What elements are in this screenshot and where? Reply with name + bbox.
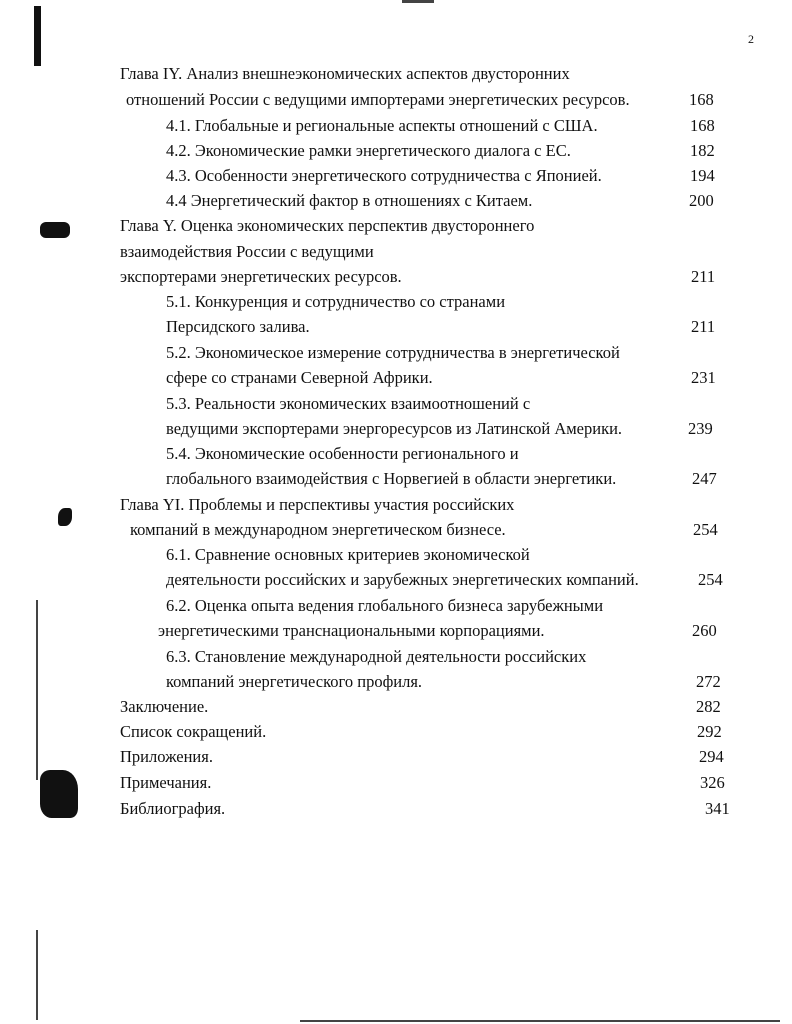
scan-blot — [40, 222, 70, 238]
toc-line-19: 6.1. Сравнение основных критериев экономической — [166, 545, 530, 564]
toc-line-5: 4.4 Энергетический фактор в отношениях с Китаем. — [166, 191, 533, 210]
scan-edge-line — [36, 930, 38, 1020]
toc-page-4: 194 — [690, 166, 715, 185]
toc-line-28: Примечания. — [120, 773, 212, 792]
scan-blot — [40, 770, 78, 818]
toc-line-18: компаний в международном энергетическом бизнесе. — [130, 520, 506, 539]
toc-line-11: 5.2. Экономическое измерение сотрудничества в энергетической — [166, 343, 620, 362]
toc-line-16: глобального взаимодействия с Норвегией в области энергетики. — [166, 469, 617, 488]
scan-blot — [58, 508, 72, 526]
scan-edge-line — [36, 600, 38, 780]
toc-page-27: 294 — [699, 747, 724, 766]
toc-line-0: Глава IY. Анализ внешнеэкономических аспектов двусторонних — [120, 64, 570, 83]
scan-top-mark — [402, 0, 434, 3]
page-number: 2 — [748, 32, 754, 46]
toc-line-20: деятельности российских и зарубежных энергетических компаний. — [166, 570, 639, 589]
scan-bottom-line — [300, 1020, 780, 1022]
toc-line-10: Персидского залива. — [166, 317, 310, 336]
toc-line-17: Глава YI. Проблемы и перспективы участия российских — [120, 495, 515, 514]
toc-page-20: 254 — [698, 570, 723, 589]
toc-line-27: Приложения. — [120, 747, 213, 766]
toc-line-13: 5.3. Реальности экономических взаимоотношений с — [166, 394, 531, 413]
toc-line-12: сфере со странами Северной Африки. — [166, 368, 433, 387]
toc-line-2: 4.1. Глобальные и региональные аспекты отношений с США. — [166, 116, 598, 135]
toc-page-14: 239 — [688, 419, 713, 438]
toc-line-15: 5.4. Экономические особенности регионального и — [166, 444, 519, 463]
toc-line-24: компаний энергетического профиля. — [166, 672, 423, 691]
toc-line-8: экспортерами энергетических ресурсов. — [120, 267, 402, 286]
toc-line-22: энергетическими транснациональными корпорациями. — [158, 621, 545, 640]
toc-page-26: 292 — [697, 722, 722, 741]
toc-page-22: 260 — [692, 621, 717, 640]
toc-page-12: 231 — [691, 368, 716, 387]
toc-line-6: Глава Y. Оценка экономических перспектив двустороннего — [120, 216, 535, 235]
toc-line-7: взаимодействия России с ведущими — [120, 242, 374, 261]
toc-line-1: отношений России с ведущими импортерами энергетических ресурсов. — [126, 90, 630, 109]
toc-line-23: 6.3. Становление международной деятельности российских — [166, 647, 587, 666]
toc-line-14: ведущими экспортерами энергоресурсов из Латинской Америки. — [166, 419, 623, 438]
toc-line-21: 6.2. Оценка опыта ведения глобального бизнеса зарубежными — [166, 596, 604, 615]
toc-page-29: 341 — [705, 799, 730, 818]
toc-line-9: 5.1. Конкуренция и сотрудничество со странами — [166, 292, 506, 311]
toc-page-25: 282 — [696, 697, 721, 716]
toc-page-2: 168 — [690, 116, 715, 135]
toc-page-1: 168 — [689, 90, 714, 109]
toc-page-16: 247 — [692, 469, 717, 488]
toc-line-4: 4.3. Особенности энергетического сотрудничества с Японией. — [166, 166, 602, 185]
toc-line-26: Список сокращений. — [120, 722, 267, 741]
toc-page-10: 211 — [691, 317, 716, 336]
toc-page-18: 254 — [693, 520, 718, 539]
toc-page-3: 182 — [690, 141, 715, 160]
toc-page-8: 211 — [691, 267, 716, 286]
scan-edge-mark — [34, 6, 41, 66]
toc-line-29: Библиография. — [120, 799, 226, 818]
toc-page-28: 326 — [700, 773, 725, 792]
toc-page-24: 272 — [696, 672, 721, 691]
toc-line-3: 4.2. Экономические рамки энергетического диалога с ЕС. — [166, 141, 571, 160]
toc-page-5: 200 — [689, 191, 714, 210]
toc-line-25: Заключение. — [120, 697, 209, 716]
